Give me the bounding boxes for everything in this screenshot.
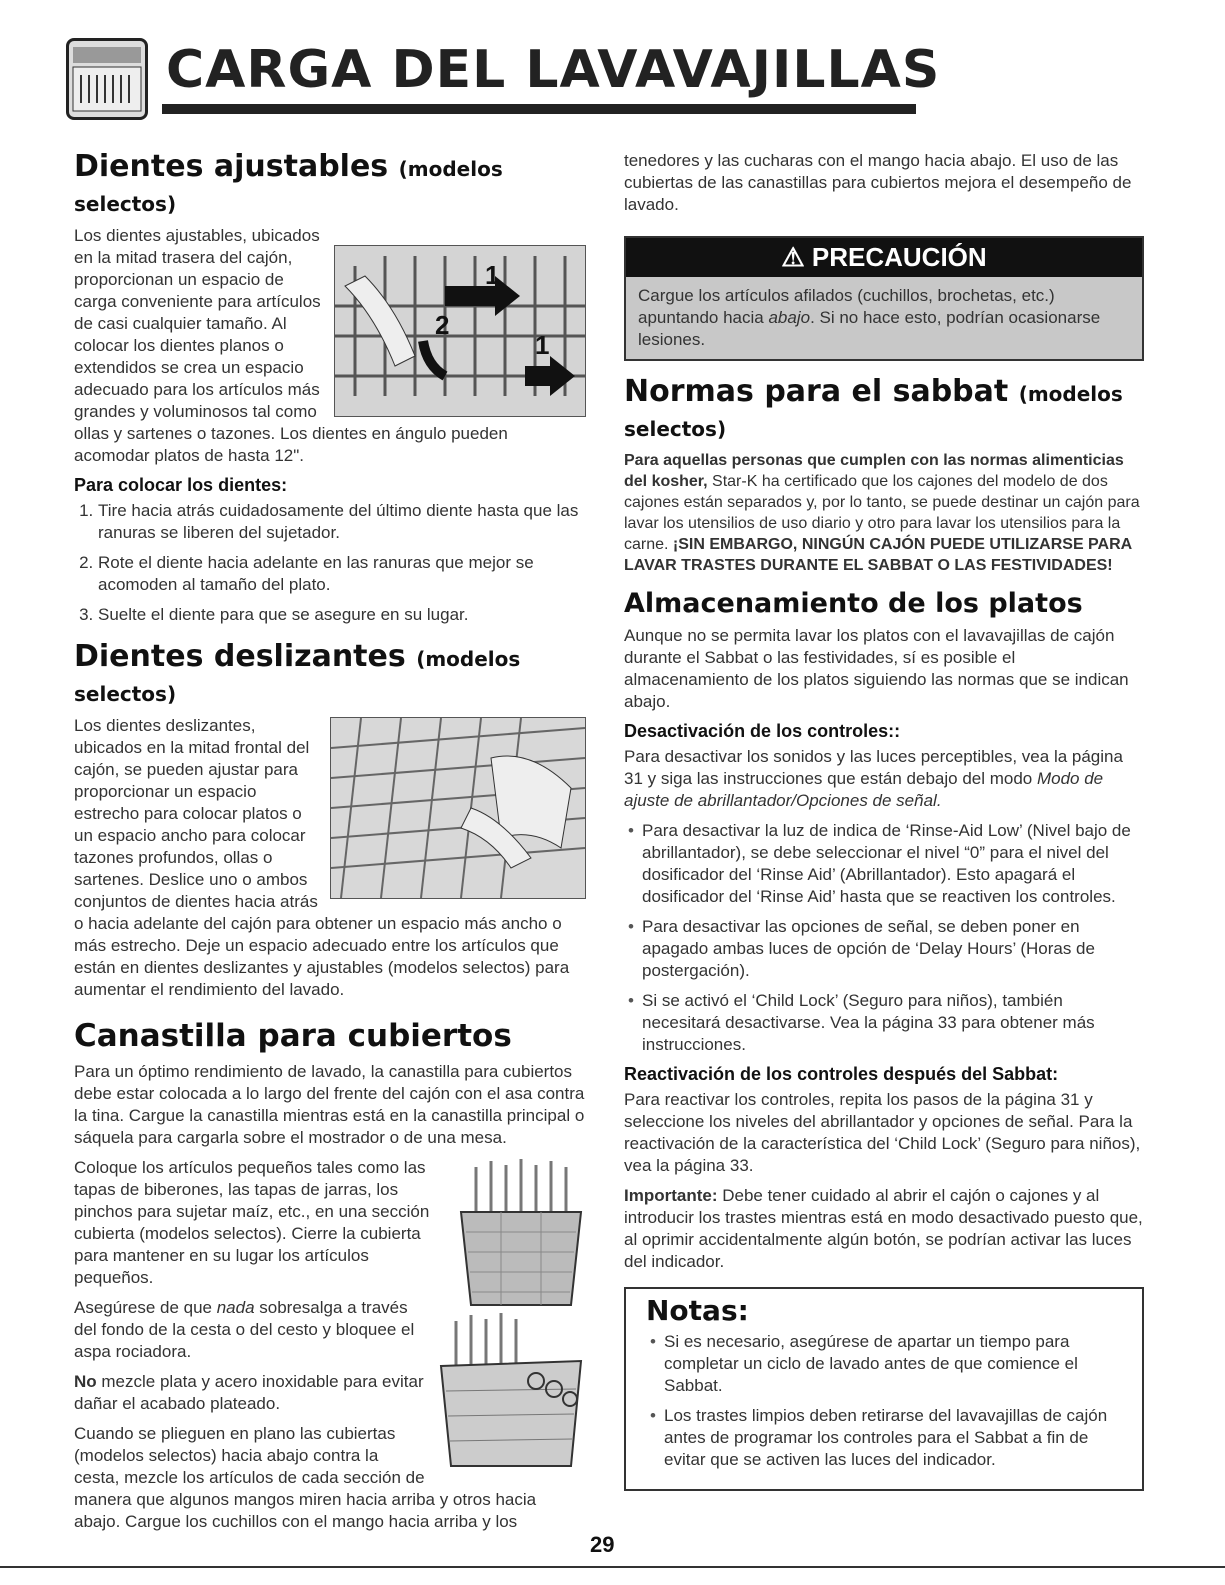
- bullet-list: [624, 820, 1144, 1056]
- caution-title: PRECAUCIÓN: [811, 242, 987, 272]
- list-item: • Los trastes limpios deben retirarse del lavavajillas de cajón antes de programar los controles para el Sabbat a fin de evitar que se activen las luces del indicador.: [664, 1405, 1130, 1471]
- text-run: Cargue los artículos afilados (cuchillos, brochetas, etc.) apuntando hacia: [638, 286, 1055, 327]
- left-column: [74, 150, 586, 1541]
- emphasis: Modo de ajuste de abrillantador/Opciones de señal.: [624, 769, 1104, 811]
- warning-icon: ⚠: [781, 242, 805, 272]
- bold-text: Para aquellas personas que cumplen con las normas alimenticias del kosher,: [624, 452, 1124, 490]
- title-rule: [162, 104, 916, 114]
- section-heading-sliding-tines: [74, 640, 586, 709]
- notes-box: [624, 1287, 1144, 1491]
- section-title: Dientes ajustables: [74, 149, 389, 184]
- section-heading-cutlery-basket: Canastilla para cubiertos: [74, 1018, 512, 1054]
- section-qualifier: (modelos selectos): [74, 157, 503, 216]
- paragraph: tenedores y las cucharas con el mango hacia abajo. El uso de las cubiertas de las canastillas para cubiertos mejora el desempeño de lavado.: [624, 151, 1132, 214]
- caution-box: [624, 236, 1144, 361]
- page-title: CARGA DEL LAVAVAJILLAS: [166, 40, 941, 100]
- text-run: . Si no hace esto, podrían ocasionarse lesiones.: [638, 308, 1101, 349]
- right-column: [624, 150, 1144, 1491]
- paragraph: Los dientes ajustables, ubicados en la mitad trasera del cajón, proporcionan un espacio de carga conveniente para artículos de casi cualquier tamaño. Al colocar los dientes planos o extendidos se crea un espacio adecuado para los artículos más grandes y voluminosos tal como ollas y sartenes o tazones. Los dientes en ángulo pueden acomodar platos de hasta 12".: [74, 226, 508, 465]
- section-heading-adjustable-tines: [74, 150, 586, 219]
- figure-label: 1: [535, 330, 550, 360]
- text-run: Para desactivar los sonidos y las luces perceptibles, vea la página 31 y siga las instrucciones que están debajo del modo: [624, 747, 1123, 789]
- step-item: 2. Rote el diente hacia adelante en las ranuras que mejor se acomoden al tamaño del plato.: [98, 552, 586, 596]
- sliding-tines-figure: [330, 717, 586, 899]
- step-item: 3. Suelte el diente para que se asegure en su lugar.: [98, 604, 586, 626]
- text-run: Debe tener cuidado al abrir el cajón o cajones y al introducir los trastes mientras está en modo desactivado puesto que, al oprimir accidentalmente algún botón, se podrían activar las luces del indicador.: [624, 1186, 1143, 1272]
- list-item: • Si se activó el ‘Child Lock’ (Seguro para niños), también necesitará desactivarse. Vea la página 33 para obtener más instrucciones.: [642, 990, 1144, 1056]
- section-heading-dish-storage: Almacenamiento de los platos: [624, 588, 1083, 619]
- list-item: • Para desactivar las opciones de señal, se deben poner en apagado ambas luces de opción de ‘Delay Hours’ (Horas de postergación).: [642, 916, 1144, 982]
- text-run: Asegúrese de que: [74, 1297, 217, 1317]
- notes-list: [646, 1331, 1130, 1471]
- notes-title: Notas:: [646, 1294, 749, 1328]
- step-item: 1. Tire hacia atrás cuidadosamente del último diente hasta que las ranuras se liberen del sujetador.: [98, 500, 586, 544]
- caution-heading: [626, 238, 1142, 277]
- section-title: Dientes deslizantes: [74, 639, 406, 674]
- dishwasher-icon: [66, 38, 148, 120]
- paragraph: [624, 746, 1144, 812]
- text-run: sobresalga a través del fondo de la cesta o del cesto y bloquee el aspa rociadora.: [74, 1297, 415, 1361]
- text-run: Star-K ha certificado que los cajones del modelo de dos cajones están separados y, por lo tanto, se puede destinar un cajón para lavar los utensilios de uso diario y otro para lavar los utensilios para la carne.: [624, 473, 1140, 553]
- section-heading-sabbath: [624, 375, 1144, 444]
- paragraph: Coloque los artículos pequeños tales como las tapas de biberones, las tapas de jarras, los pinchos para sujetar maíz, etc., en una sección cubierta (modelos selectos). Cierre la cubierta para mantener en su lugar los artículos pequeños.: [74, 1157, 430, 1287]
- section-qualifier: (modelos selectos): [624, 382, 1123, 441]
- subheading: Para colocar los dientes:: [74, 475, 288, 495]
- caution-text: [626, 277, 1142, 359]
- paragraph: Aunque no se permita lavar los platos con el lavavajillas de cajón durante el Sabbat o las festividades, sí es posible el almacenamiento de los platos siguiendo las normas que se indican abajo.: [624, 626, 1129, 712]
- paragraph: [624, 450, 1144, 576]
- paragraph: [624, 1185, 1144, 1273]
- bold-text: No: [74, 1371, 97, 1391]
- list-item: • Para desactivar la luz de indica de ‘Rinse-Aid Low’ (Nivel bajo de abrillantador), se debe seleccionar el nivel “0” para el nivel del dosificador del ‘Rinse Aid’ (Abrillantador). Esto apagará el dosificador del ‘Rinse Aid’ hasta que se reactiven los controles.: [642, 820, 1144, 908]
- emphasis: abajo: [768, 308, 811, 327]
- paragraph: Para un óptimo rendimiento de lavado, la canastilla para cubiertos debe estar colocada a lo largo del frente del cajón con el asa contra la tina. Cargue la canastilla mientras está en la canastilla principal o sáquela para cargarla sobre el mostrador o de una mesa.: [74, 1061, 585, 1147]
- bold-text: Importante:: [624, 1186, 718, 1206]
- paragraph: Los dientes deslizantes, ubicados en la mitad frontal del cajón, se pueden ajustar para proporcionar un espacio estrecho para colocar platos o un espacio ancho para colocar tazones profundos, ollas o sartenes. Deslice uno o ambos conjuntos de dientes hacia atrás o hacia adelante del cajón para obtener un espacio más ancho o más estrecho. Deje un espacio adecuado entre los artículos que están en dientes deslizantes y ajustables (modelos selectos) para aumentar el rendimiento del lavado.: [74, 716, 570, 999]
- cutlery-basket-figure-2: [436, 1311, 586, 1471]
- list-item: • Si es necesario, asegúrese de apartar un tiempo para completar un ciclo de lavado antes de que comience el Sabbat.: [664, 1331, 1130, 1397]
- subheading: Reactivación de los controles después del Sabbat:: [624, 1064, 1059, 1085]
- bold-text: ¡SIN EMBARGO, NINGÚN CAJÓN PUEDE UTILIZARSE PARA LAVAR TRASTES DURANTE EL SABBAT O LAS FESTIVIDADES!: [624, 536, 1132, 574]
- emphasis: nada: [216, 1297, 255, 1317]
- adjustable-tines-figure: [334, 245, 586, 417]
- section-title: Normas para el sabbat: [624, 374, 1009, 409]
- paragraph: Cuando se plieguen en plano las cubiertas (modelos selectos) hacia abajo contra la cesta, mezcle los artículos de cada sección de manera que algunos mangos miren hacia arriba y otros hacia abajo. Cargue los cuchillos con el mango hacia arriba y los: [74, 1423, 537, 1531]
- footer-rule: [0, 1566, 1225, 1568]
- text-run: mezcle plata y acero inoxidable para evitar dañar el acabado plateado.: [74, 1371, 424, 1413]
- section-qualifier: (modelos selectos): [74, 647, 521, 706]
- steps-list: [74, 500, 586, 626]
- cutlery-basket-figure-1: [456, 1157, 586, 1307]
- paragraph: Para reactivar los controles, repita los pasos de la página 31 y seleccione los niveles del abrillantador y opciones de señal. Para la reactivación de la característica del ‘Child Lock’ (Seguro para niños), vea la página 33.: [624, 1090, 1141, 1176]
- figure-label: 2: [435, 310, 450, 340]
- page-number: 29: [590, 1532, 615, 1557]
- figure-label: 1: [485, 260, 500, 290]
- subheading: Desactivación de los controles::: [624, 721, 901, 742]
- page-header: [66, 30, 941, 130]
